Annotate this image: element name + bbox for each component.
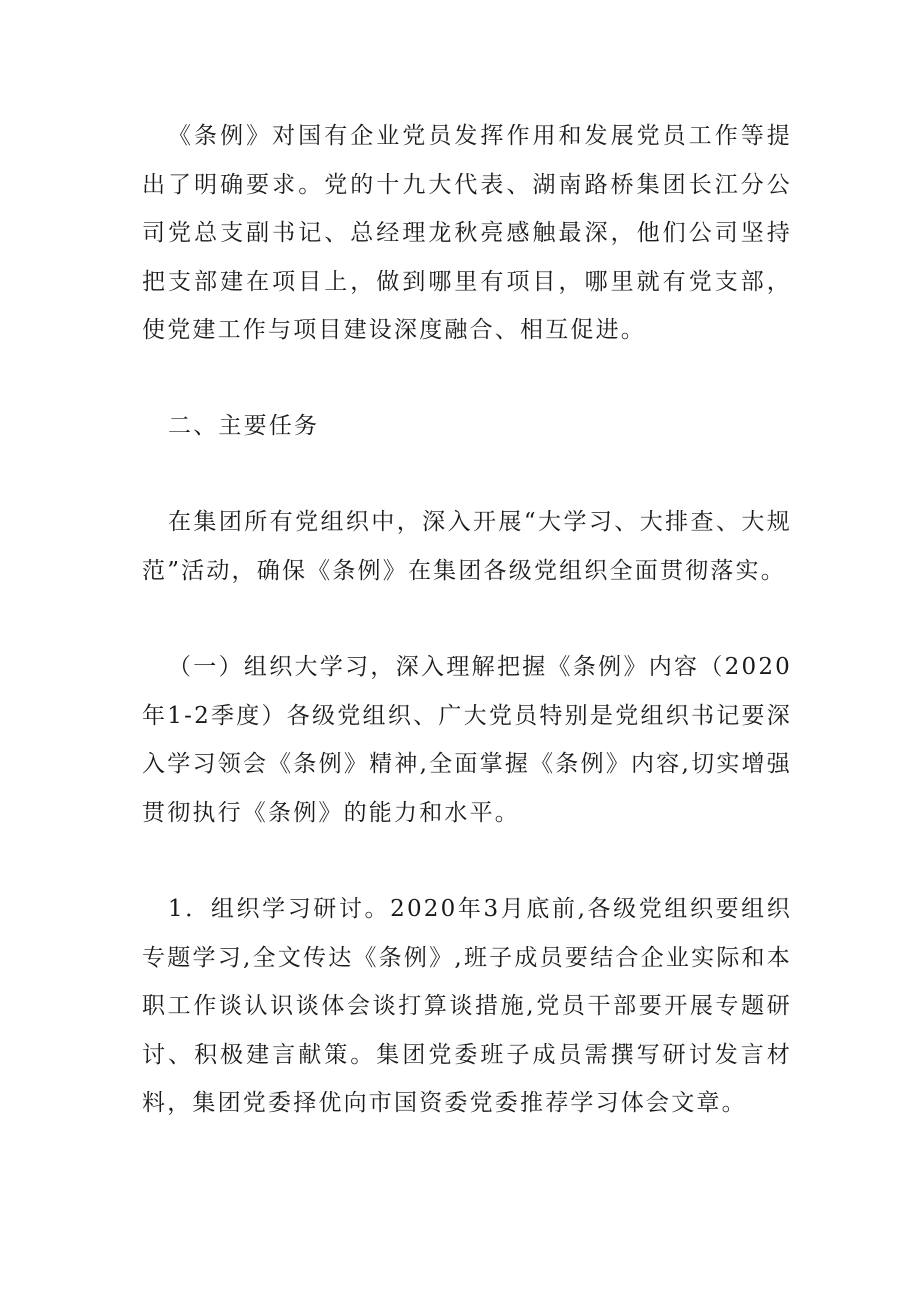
paragraph-three-big-activities: 在集团所有党组织中，深入开展“大学习、大排查、大规范”活动，确保《条例》在集团各级党组织全面贯彻落实。 [142,509,792,584]
paragraph-organize-big-study: （一）组织大学习，深入理解把握《条例》内容（2020年1-2季度）各级党组织、广大党员特别是党组织书记要深入学习领会《条例》精神,全面掌握《条例》内容,切实增强贯彻执行《条例》的能力和水平。 [142,654,792,826]
section-heading-main-tasks: 二、主要任务 [168,413,320,439]
paragraph-study-seminar: 1．组织学习研讨。2020年3月底前,各级党组织要组织专题学习,全文传达《条例》,班子成员要结合企业实际和本职工作谈认识谈体会谈打算谈措施,党员干部要开展专题研讨、积极建言献策。集团党委班子成员需撰写研讨发言材料，集团党委择优向市国资委党委推荐学习体会文章。 [142,896,792,1116]
paragraph-party-member-requirements: 《条例》对国有企业党员发挥作用和发展党员工作等提出了明确要求。党的十九大代表、湖南路桥集团长江分公司党总支副书记、总经理龙秋亮感触最深，他们公司坚持把支部建在项目上，做到哪里有项目，哪里就有党支部，使党建工作与项目建设深度融合、相互促进。 [142,123,792,343]
